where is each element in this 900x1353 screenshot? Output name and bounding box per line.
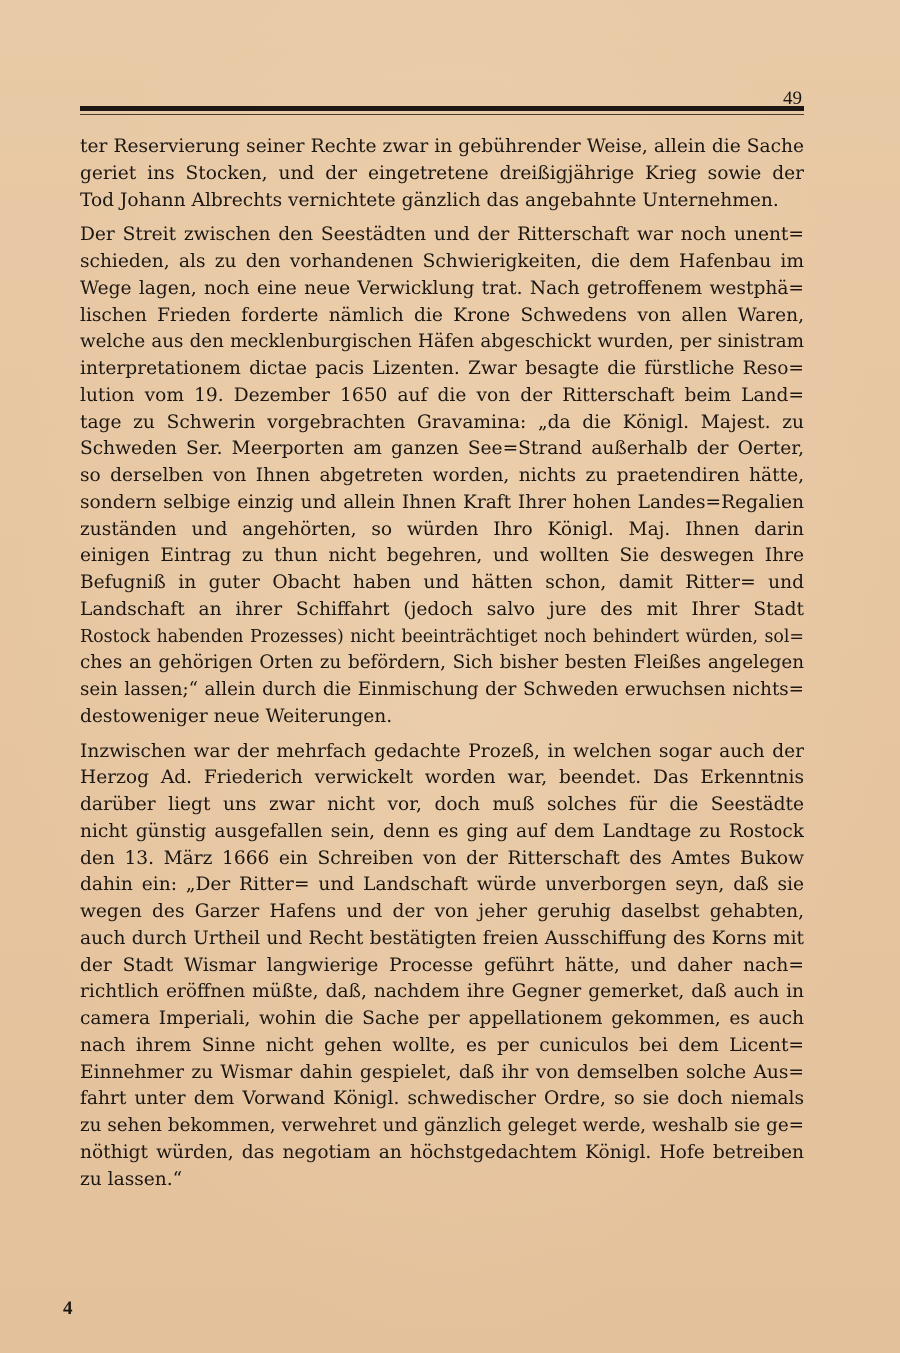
text-line: zu sehen bekommen, verwehret und gänzlich geleget werde, weshalb sie ge= [80,1115,804,1136]
text-line: sein lassen;“ allein durch die Einmischung der Schweden erwuchsen nichts= [80,679,804,700]
paragraph [80,739,804,1194]
text-line: ches an gehörigen Orten zu befördern, Sich bisher besten Fleißes angelegen [80,652,804,674]
text-line: so derselben von Ihnen abgetreten worden, nichts zu praetendiren hätte, [80,465,804,486]
text-line: einigen Eintrag zu thun nicht begehren, und wollten Sie deswegen Ihre [80,545,804,567]
text-line: Inzwischen war der mehrfach gedachte Prozeß, in welchen sogar auch der [80,740,804,762]
text-line: tage zu Schwerin vorgebrachten Gravamina: „da die Königl. Majest. zu [80,411,804,433]
text-line: interpretationem dictae pacis Lizenten. Zwar besagte die fürstliche Reso= [80,358,804,379]
text-line: der Stadt Wismar langwierige Processe geführt hätte, und daher nach= [80,954,804,976]
text-line: Landschaft an ihrer Schiffahrt (jedoch salvo jure des mit Ihrer Stadt [80,598,804,620]
text-line: Wege lagen, noch eine neue Verwicklung trat. Nach getroffenem westphä= [80,277,804,299]
text-line: sondern selbige einzig und allein Ihnen Kraft Ihrer hohen Landes=Regalien [80,491,804,513]
text-line: wegen des Garzer Hafens und der von jeher geruhig daselbst gehabten, [80,901,804,922]
text-line: richtlich eröffnen müßte, daß, nachdem ihre Gegner gemerket, daß auch in [80,981,804,1003]
text-line: dahin ein: „Der Ritter= und Landschaft würde unverborgen seyn, daß sie [80,874,804,896]
text-line: geriet ins Stocken, und der eingetretene dreißigjährige Krieg sowie der [80,162,804,184]
text-line: zu lassen.“ [80,1168,183,1190]
paragraph-gap [80,731,804,739]
paragraph [80,222,804,730]
page-number: 49 [783,88,802,109]
text-line: nach ihrem Sinne nicht gehen wollte, es per cuniculos bei dem Licent= [80,1034,804,1056]
text-line: schieden, als zu den vorhandenen Schwierigkeiten, die dem Hafenbau im [80,251,804,272]
text-line: Befugniß in guter Obacht haben und hätten schon, damit Ritter= und [80,572,804,593]
text-line: lischen Frieden forderte nämlich die Krone Schwedens von allen Waren, [80,304,804,326]
text-line: ter Reservierung seiner Rechte zwar in gebührender Weise, allein die Sache [80,136,804,157]
text-line: darüber liegt uns zwar nicht vor, doch muß solches für die Seestädte [80,794,804,815]
header-rule-thin [80,114,804,115]
text-line: Tod Johann Albrechts vernichtete gänzlich das angebahnte Unternehmen. [80,189,779,211]
text-line: fahrt unter dem Vorwand Königl. schwedischer Ordre, so sie doch niemals [80,1088,804,1110]
signature-mark: 4 [63,1298,73,1319]
text-line: nicht günstig ausgefallen sein, denn es ging auf dem Landtage zu Rostock [80,820,804,842]
paragraph-gap [80,214,804,222]
header-rule [80,106,804,111]
text-line: destoweniger neue Weiterungen. [80,705,393,727]
body-text [80,134,804,1193]
text-line: zuständen und angehörten, so würden Ihro Königl. Maj. Ihnen darin [80,518,804,540]
text-line: lution vom 19. Dezember 1650 auf die von der Ritterschaft beim Land= [80,384,804,406]
text-line: Herzog Ad. Friederich verwickelt worden war, beendet. Das Erkenntnis [80,767,804,789]
paragraph [80,134,804,214]
text-line: auch durch Urtheil und Recht bestätigten freien Ausschiffung des Korns mit [80,927,804,949]
text-line: camera Imperiali, wohin die Sache per appellationem gekommen, es auch [80,1008,804,1029]
text-line: Einnehmer zu Wismar dahin gespielet, daß ihr von demselben solche Aus= [80,1061,804,1083]
text-line: Der Streit zwischen den Seestädten und der Ritterschaft war noch unent= [80,224,804,246]
text-line: den 13. März 1666 ein Schreiben von der Ritterschaft des Amtes Bukow [80,847,804,869]
text-line: nöthigt würden, das negotiam an höchstgedachtem Königl. Hofe betreiben [80,1141,804,1163]
text-line: Rostock habenden Prozesses) nicht beeinträchtiget noch behindert würden, sol= [80,626,804,647]
text-line: Schweden Ser. Meerporten am ganzen See=Strand außerhalb der Oerter, [80,438,804,460]
text-line: welche aus den mecklenburgischen Häfen abgeschickt wurden, per sinistram [80,331,804,353]
